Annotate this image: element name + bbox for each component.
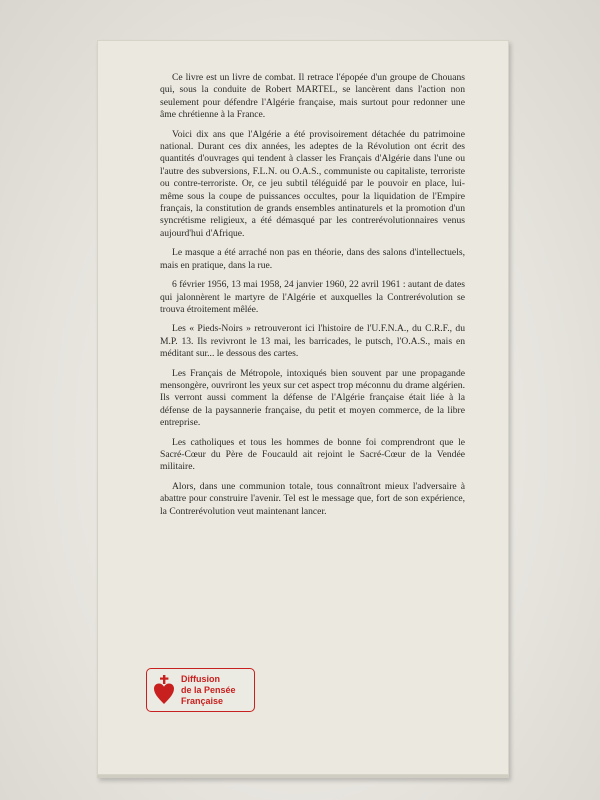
sacred-heart-cross-icon [149,670,179,710]
publisher-line-2: de la Pensée [181,684,236,695]
publisher-line-1: Diffusion [181,673,220,684]
back-cover-text [160,72,465,525]
publisher-line-3: Française [181,695,224,706]
book-back-cover [97,40,509,778]
publisher-badge [146,668,255,712]
paragraph-1: Ce livre est un livre de combat. Il retrace l'épopée d'un groupe de Chouans qui, sous la conduite de Robert MARTEL, se lancèrent dans l'action non seulement pour défendre l'Algérie française, mais surtout pour redonner une âme chrétienne à la France. [160,72,465,121]
publisher-name [181,674,236,707]
paragraph-2: Voici dix ans que l'Algérie a été provisoirement détachée du patrimoine national. Durant ces dix années, les adeptes de la Révolution ont écrit des quantités d'ouvrages qui tendent à classer les Français d'Algérie dans l'une ou l'autre des subversions, F.L.N. ou O.A.S., communiste ou capitaliste, terroriste ou contre-terroriste. Or, ce jeu subtil téléguidé par le pouvoir en place, lui-même sous la coupe de puissances occultes, pour la liquidation de l'Empire français, la constitution de grands ensembles antinaturels et la promotion d'un syncrétisme religieux, a été démasqué par les contrerévolutionnaires venus aujourd'hui d'Afrique. [160,128,465,239]
paragraph-7: Les catholiques et tous les hommes de bonne foi comprendront que le Sacré-Cœur du Père de Foucauld ait rejoint le Sacré-Cœur de la Vendée militaire. [160,436,465,473]
paragraph-8: Alors, dans une communion totale, tous connaîtront mieux l'adversaire à abattre pour construire l'avenir. Tel est le message que, fort de son expérience, la Contrerévolution veut maintenant lancer. [160,480,465,517]
paragraph-3: Le masque a été arraché non pas en théorie, dans des salons d'intellectuels, mais en pratique, dans la rue. [160,247,465,271]
paragraph-4: 6 février 1956, 13 mai 1958, 24 janvier 1960, 22 avril 1961 : autant de dates qui jalonnèrent le martyre de l'Algérie et auxquelles la Contrerévolution se trouva étroitement mêlée. [160,279,465,315]
paragraph-5: Les « Pieds-Noirs » retrouveront ici l'histoire de l'U.F.N.A., du C.R.F., du M.P. 13. Ils revivront le 13 mai, les barricades, le putsch, l'O.A.S., mais en méditant sur... le dessous des cartes. [160,323,465,360]
paragraph-6: Les Français de Métropole, intoxiqués bien souvent par une propagande mensongère, ouvriront les yeux sur cet aspect trop méconnu du drame algérien. Ils verront aussi comment la défense de l'Algérie française était liée à la défense de la paysannerie française, du petit et moyen commerce, de la libre entreprise. [160,367,465,429]
